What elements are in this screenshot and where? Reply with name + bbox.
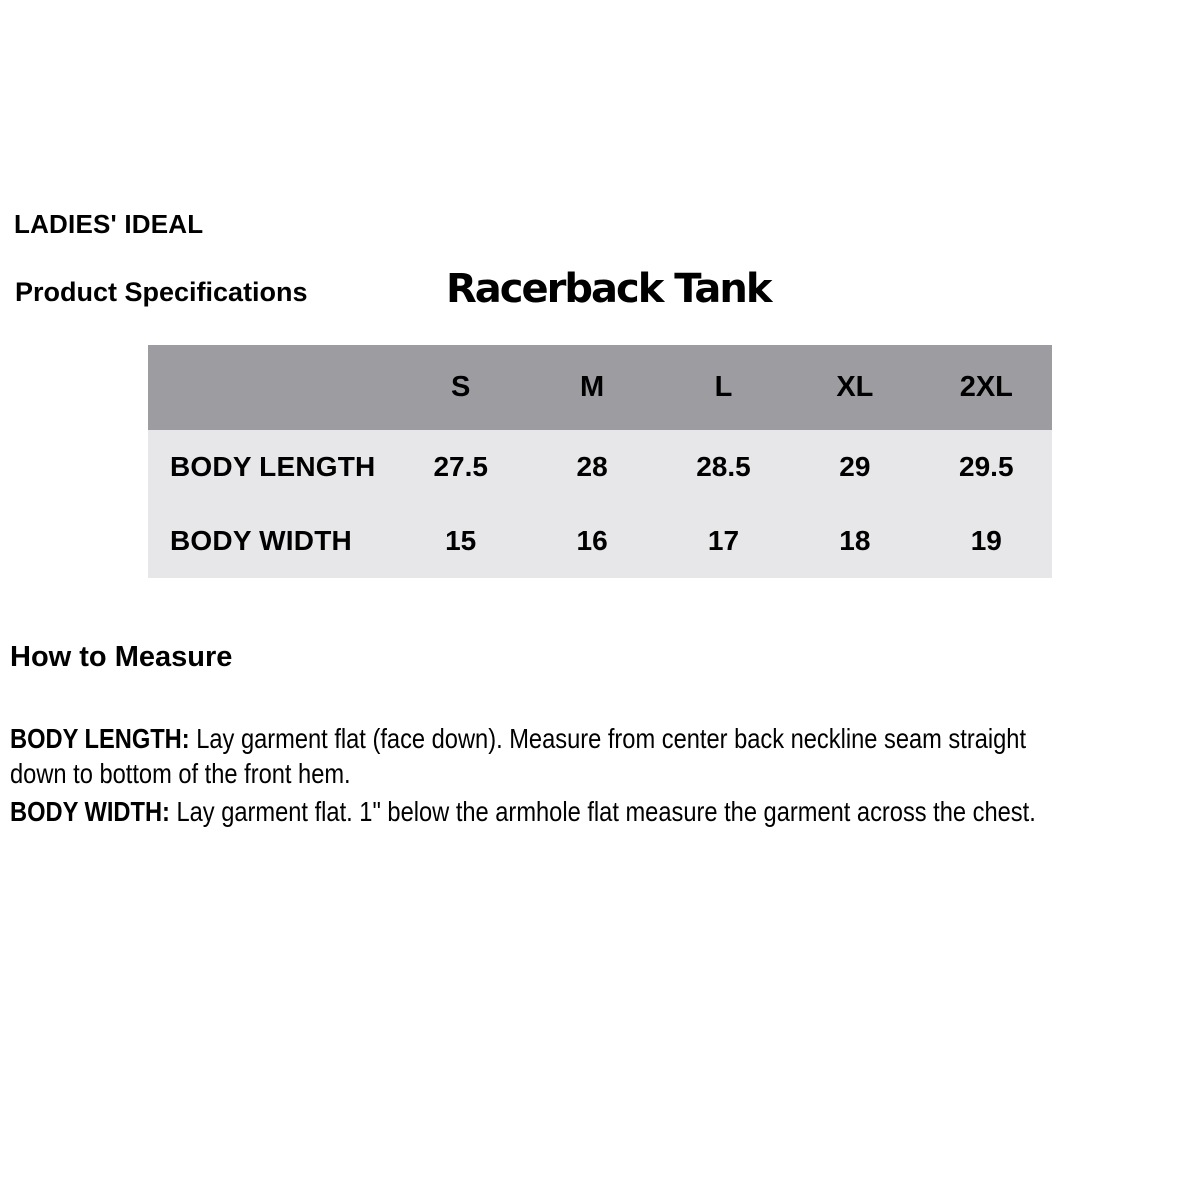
measure-text-line: Lay garment flat (face down). Measure from center back neckline seam straight — [196, 723, 1027, 754]
spec-value-cell: 27.5 — [433, 451, 488, 482]
spec-value-cell: 28.5 — [696, 451, 751, 482]
size-column-header-l: L — [714, 371, 733, 403]
how-to-measure-heading: How to Measure — [10, 641, 233, 673]
measure-term-body-width: BODY WIDTH: — [10, 796, 170, 827]
size-column-header-2xl: 2XL — [959, 371, 1013, 403]
size-header-empty-cell — [148, 345, 395, 430]
measure-text-line: down to bottom of the front hem. — [10, 758, 351, 789]
spec-value-cell: 29 — [839, 451, 871, 482]
section-label: Product Specifications — [15, 277, 308, 307]
spec-value-cell: 17 — [707, 525, 740, 556]
size-header-row — [148, 345, 1052, 430]
size-spec-table — [148, 345, 1052, 578]
measure-instruction-body-width — [10, 794, 1196, 829]
table-row-body-length — [148, 430, 1052, 504]
product-title: Racerback Tank — [446, 266, 771, 312]
spec-row-label: BODY LENGTH — [170, 451, 376, 482]
table-row-body-width — [148, 504, 1052, 578]
spec-value-cell: 19 — [970, 525, 1002, 556]
spec-value-cell: 28 — [576, 451, 608, 482]
size-column-header-s: S — [451, 371, 471, 403]
measure-term-body-length: BODY LENGTH: — [10, 723, 190, 754]
spec-row-label: BODY WIDTH — [170, 525, 352, 556]
brand-title: LADIES' IDEAL — [14, 209, 204, 239]
size-column-header-xl: XL — [836, 371, 874, 403]
size-column-header-m: M — [580, 371, 605, 403]
measure-instructions — [10, 721, 1196, 832]
measure-instruction-body-length — [10, 721, 1196, 791]
spec-value-cell: 18 — [839, 525, 871, 556]
spec-value-cell: 16 — [576, 525, 608, 556]
spec-value-cell: 15 — [445, 525, 477, 556]
measure-text-line: Lay garment flat. 1" below the armhole flat measure the garment across the chest. — [176, 796, 1036, 827]
spec-value-cell: 29.5 — [959, 451, 1014, 482]
